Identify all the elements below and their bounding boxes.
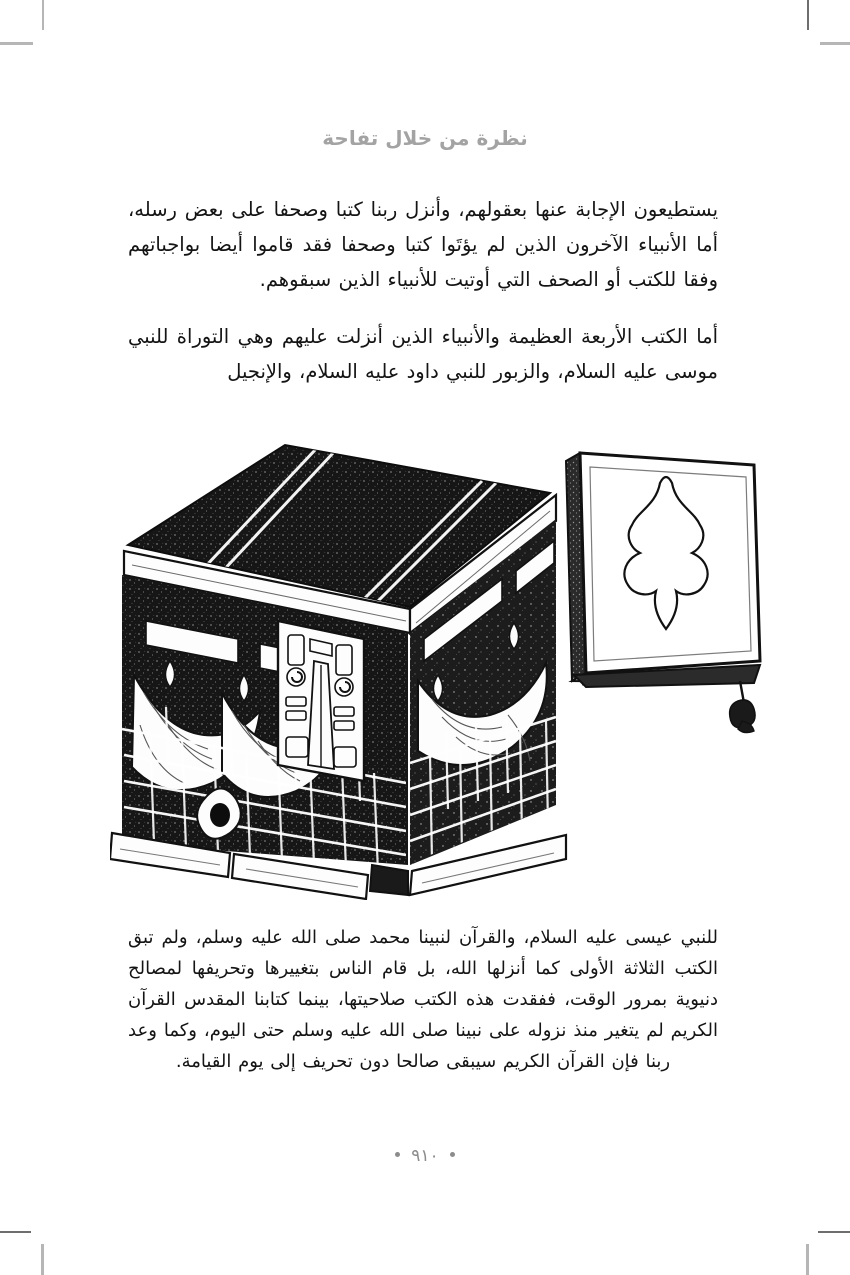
quran-book-illustration: [566, 453, 760, 733]
running-header: نظرة من خلال تفاحة: [322, 126, 528, 150]
page-number: [0, 1146, 850, 1166]
body-text-block: [128, 192, 718, 389]
crop-mark-top-left-horizontal: [0, 42, 33, 45]
paragraph: للنبي عيسى عليه السلام، والقرآن لنبينا محمد صلى الله عليه وسلم، ولم تبق الكتب الثلاثة الأولى كما أنزلها الله، بل قام الناس بتغييرها وتحريفها لمصالح دنيوية بمرور الوقت، ففقدت هذه الكتب صلاحيتها، بينما كتابنا المقدس القرآن الكريم لم يتغير منذ نزوله على نبينا صلى الله عليه وسلم حتى اليوم، وكما وعد ربنا فإن القرآن الكريم سيبقى صالحا دون تحريف إلى يوم القيامة.: [128, 927, 718, 1072]
illustration-kaaba-and-quran: [110, 425, 770, 900]
crop-mark-bottom-left-vertical: [41, 1244, 44, 1275]
kaaba-door: [278, 621, 364, 781]
crop-mark-top-left-vertical: [42, 0, 44, 30]
closing-text-block: [128, 922, 718, 1077]
folio-dot-right: [395, 1152, 400, 1157]
quran-tassel-bookmark: [730, 681, 755, 733]
crop-mark-bottom-left-horizontal: [0, 1231, 31, 1233]
paragraph: يستطيعون الإجابة عنها بعقولهم، وأنزل ربنا كتبا وصحفا على بعض رسله، أما الأنبياء الآخرون الذين لم يؤتَوا كتبا وصحفا فقد قاموا أيضا بواجباتهم وفقا للكتب أو الصحف التي أوتيت للأنبياء الذين سبقوهم.: [128, 198, 718, 291]
folio-number: ٩١٠: [411, 1146, 439, 1166]
illustration-svg: [110, 425, 770, 900]
paragraph: أما الكتب الأربعة العظيمة والأنبياء الذين أنزلت عليهم وهي التوراة للنبي موسى عليه السلام، والزبور للنبي داود عليه السلام، والإنجيل: [128, 325, 718, 383]
crop-mark-bottom-right-vertical: [806, 1244, 809, 1275]
crop-mark-top-right-vertical: [807, 0, 809, 30]
crop-mark-bottom-right-horizontal: [818, 1231, 850, 1233]
kaaba-illustration: [110, 445, 566, 899]
folio-dot-left: [450, 1152, 455, 1157]
crop-mark-top-right-horizontal: [820, 42, 850, 45]
